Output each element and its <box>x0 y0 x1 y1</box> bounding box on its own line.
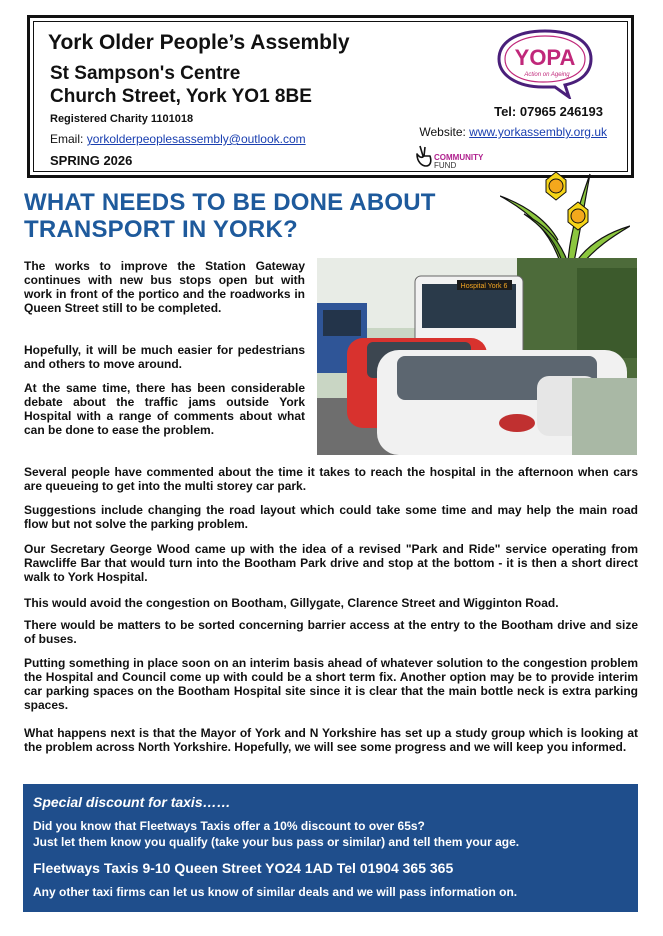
website-line <box>419 125 607 139</box>
lottery-fingers-icon <box>414 144 434 168</box>
paragraph-8: There would be matters to be sorted concerning barrier access at the entry to the Bootham drive and size of buses. <box>24 618 638 646</box>
taxi-address: Fleetways Taxis 9-10 Queen Street YO24 1AD Tel 01904 365 365 <box>33 860 454 876</box>
daffodil-flower-1 <box>546 172 566 200</box>
paragraph-1: The works to improve the Station Gateway continues with new bus stops open but with work in front of the portico and the roadworks in Queen Street still to be completed. <box>24 259 305 315</box>
community-fund-label <box>434 154 483 170</box>
taxi-line-3: Any other taxi firms can let us know of similar deals and we will pass information on. <box>33 885 518 899</box>
title-line-1: WHAT NEEDS TO BE DONE ABOUT <box>24 189 436 216</box>
taxi-line-2: Just let them know you qualify (take your bus pass or similar) and tell them your age. <box>33 835 520 849</box>
fund-line-2: FUND <box>434 161 457 170</box>
email-label: Email: <box>50 132 87 146</box>
address-line-1: St Sampson's Centre <box>50 63 241 84</box>
paragraph-2: Hopefully, it will be much easier for pedestrians and others to move around. <box>24 343 305 371</box>
issue-season: SPRING 2026 <box>50 153 133 168</box>
website-link[interactable]: www.yorkassembly.org.uk <box>469 125 607 139</box>
email-line <box>50 132 306 146</box>
paragraph-9: Putting something in place soon on an interim basis ahead of whatever solution to the congestion problem the Hospital and Council come up with could be a short term fix. Another option may be to provide interim car parking spaces on the Bootham Hospital site since it is clear that the main bottle neck is extra parking spaces. <box>24 656 638 712</box>
paragraph-4: Several people have commented about the time it takes to reach the hospital in the afternoon when cars are queueing to get into the multi storey car park. <box>24 465 638 493</box>
telephone: Tel: 07965 246193 <box>494 104 603 119</box>
fund-line-1: COMMUNITY <box>434 153 484 162</box>
paragraph-3: At the same time, there has been considerable debate about the traffic jams outside York Hospital with a range of comments about what can be done to ease the problem. <box>24 381 305 437</box>
masthead <box>27 15 634 178</box>
article-title <box>24 189 436 243</box>
traffic-photo <box>317 258 637 455</box>
daffodil-flower-2 <box>568 202 588 230</box>
paragraph-6: Our Secretary George Wood came up with the idea of a revised "Park and Ride" service operating from Rawcliffe Bar that would turn into the Bootham Park drive and stop at the bottom - it is then a short direct walk to York Hospital. <box>24 542 638 584</box>
address-line-2: Church Street, York YO1 8BE <box>50 86 312 107</box>
charity-number: Registered Charity 1101018 <box>50 113 194 125</box>
logo-text: YOPA <box>514 45 576 70</box>
website-label: Website: <box>419 125 470 139</box>
org-name: York Older People’s Assembly <box>48 31 350 54</box>
bus-destination-sign: Hospital York 6 <box>460 283 508 290</box>
logo-tagline: Action on Ageing <box>524 72 570 78</box>
taxi-line-1: Did you know that Fleetways Taxis offer a 10% discount to over 65s? <box>33 819 425 833</box>
email-link[interactable]: yorkolderpeoplesassembly@outlook.com <box>86 132 306 146</box>
title-line-2: TRANSPORT IN YORK? <box>24 216 298 243</box>
paragraph-5: Suggestions include changing the road layout which could take some time and may help the main road flow but not solve the parking problem. <box>24 503 638 531</box>
daffodil-illustration <box>500 162 630 262</box>
paragraph-7: This would avoid the congestion on Bootham, Gillygate, Clarence Street and Wigginton Road. <box>24 596 559 610</box>
taxi-discount-box <box>23 784 638 912</box>
taxi-box-title: Special discount for taxis…… <box>33 794 231 810</box>
yopa-logo <box>495 27 595 99</box>
paragraph-10: What happens next is that the Mayor of York and N Yorkshire has set up a study group which is looking at the problem across North Yorkshire. Hopefully, we will see some progress and we will keep you informed. <box>24 726 638 754</box>
